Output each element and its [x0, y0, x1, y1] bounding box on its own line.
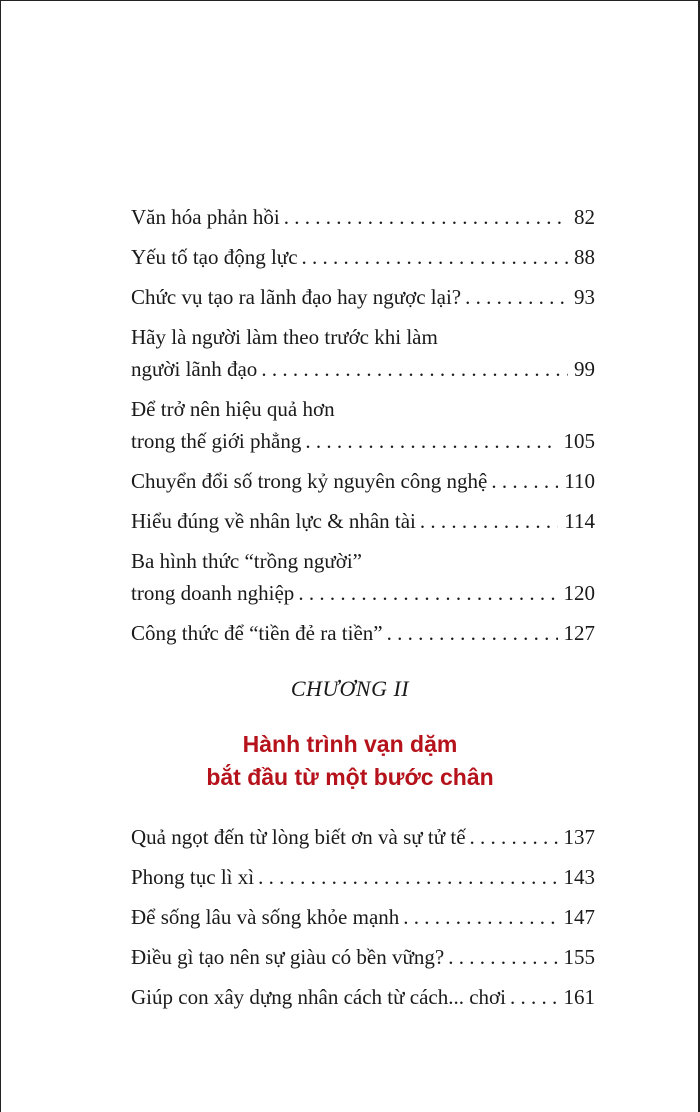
toc-entry	[131, 281, 595, 313]
page-edge-top	[0, 0, 700, 1]
toc-page-number: 120	[563, 581, 595, 605]
toc-leader-dots	[302, 241, 568, 273]
toc-page-number: 143	[563, 865, 595, 889]
toc-leader-dots	[403, 901, 557, 933]
toc-page-number: 155	[563, 945, 595, 969]
chapter-title-line-2: bắt đầu từ một bước chân	[206, 764, 494, 790]
toc-page-number: 99	[574, 357, 595, 381]
toc-entry-line	[131, 617, 595, 649]
toc-entry	[131, 821, 595, 853]
toc-entry-title: Yếu tố tạo động lực	[131, 245, 298, 269]
toc-leader-dots	[448, 941, 557, 973]
chapter-title	[0, 728, 700, 794]
chapter-title-line-1: Hành trình vạn dặm	[242, 731, 458, 757]
page-edge-left	[0, 0, 1, 1112]
toc-entry	[131, 505, 595, 537]
toc-leader-dots	[510, 981, 558, 1013]
toc-entry-title: Để trở nên hiệu quả hơn	[131, 397, 335, 421]
toc-entry	[131, 321, 595, 385]
toc-leader-dots	[387, 617, 558, 649]
toc-leader-dots	[420, 505, 558, 537]
toc-entry-line	[131, 545, 595, 577]
toc-entry-line	[131, 941, 595, 973]
toc-entry	[131, 981, 595, 1013]
toc-page-number: 110	[564, 469, 595, 493]
toc-page-number: 137	[563, 825, 595, 849]
toc-entry-title: Để sống lâu và sống khỏe mạnh	[131, 905, 400, 929]
toc-entry-line	[131, 353, 595, 385]
toc-entry-line	[131, 425, 595, 457]
toc-leader-dots	[305, 425, 557, 457]
toc-entry-title: người lãnh đạo	[131, 357, 258, 381]
toc-leader-dots	[261, 353, 568, 385]
toc-entry	[131, 941, 595, 973]
toc-leader-dots	[258, 861, 557, 893]
toc-entry-title: Điều gì tạo nên sự giàu có bền vững?	[131, 945, 445, 969]
toc-entry	[131, 241, 595, 273]
toc-entry-title: trong doanh nghiệp	[131, 581, 295, 605]
toc-page-number: 82	[574, 205, 595, 229]
toc-page-number: 93	[574, 285, 595, 309]
toc-entry-title: Phong tục lì xì	[131, 865, 255, 889]
toc-entry	[131, 617, 595, 649]
toc-entry-title: Quả ngọt đến từ lòng biết ơn và sự tử tế	[131, 825, 466, 849]
toc-entry-title: Chức vụ tạo ra lãnh đạo hay ngược lại?	[131, 285, 462, 309]
toc-entry-line	[131, 505, 595, 537]
toc-entry-line	[131, 861, 595, 893]
toc-page-number: 88	[574, 245, 595, 269]
chapter-label: CHƯƠNG II	[290, 676, 410, 701]
toc-page-number: 127	[563, 621, 595, 645]
toc-entry	[131, 465, 595, 497]
toc-leader-dots	[491, 465, 558, 497]
toc-entry-line	[131, 241, 595, 273]
toc-entry-title: Giúp con xây dựng nhân cách từ cách... chơi	[131, 985, 506, 1009]
toc-entry-line	[131, 321, 595, 353]
toc-entry-line	[131, 465, 595, 497]
toc-entry-line	[131, 821, 595, 853]
toc-page-number: 114	[564, 509, 595, 533]
toc-entry	[131, 901, 595, 933]
toc-entry-line	[131, 201, 595, 233]
toc-entry	[131, 861, 595, 893]
toc-entry-title: Công thức để “tiền đẻ ra tiền”	[131, 621, 383, 645]
toc-entry	[131, 201, 595, 233]
toc-entry-line	[131, 281, 595, 313]
toc-entry-title: Hiểu đúng về nhân lực & nhân tài	[131, 509, 416, 533]
toc-leader-dots	[470, 821, 558, 853]
toc-entry-title: trong thế giới phẳng	[131, 429, 302, 453]
toc-entry-line	[131, 901, 595, 933]
toc-leader-dots	[465, 281, 568, 313]
toc-entry-line	[131, 577, 595, 609]
toc-section-2	[131, 821, 595, 1021]
toc-entry	[131, 545, 595, 609]
toc-entry-title: Ba hình thức “trồng người”	[131, 549, 362, 573]
toc-entry	[131, 393, 595, 457]
toc-entry-title: Chuyển đổi số trong kỷ nguyên công nghệ	[131, 469, 488, 493]
toc-page-number: 105	[563, 429, 595, 453]
toc-page-number: 147	[563, 905, 595, 929]
toc-leader-dots	[298, 577, 557, 609]
toc-entry-line	[131, 981, 595, 1013]
toc-section-1	[131, 201, 595, 657]
toc-entry-title: Hãy là người làm theo trước khi làm	[131, 325, 438, 349]
toc-page-number: 161	[563, 985, 595, 1009]
toc-leader-dots	[284, 201, 568, 233]
toc-entry-title: Văn hóa phản hồi	[131, 205, 280, 229]
toc-entry-line	[131, 393, 595, 425]
